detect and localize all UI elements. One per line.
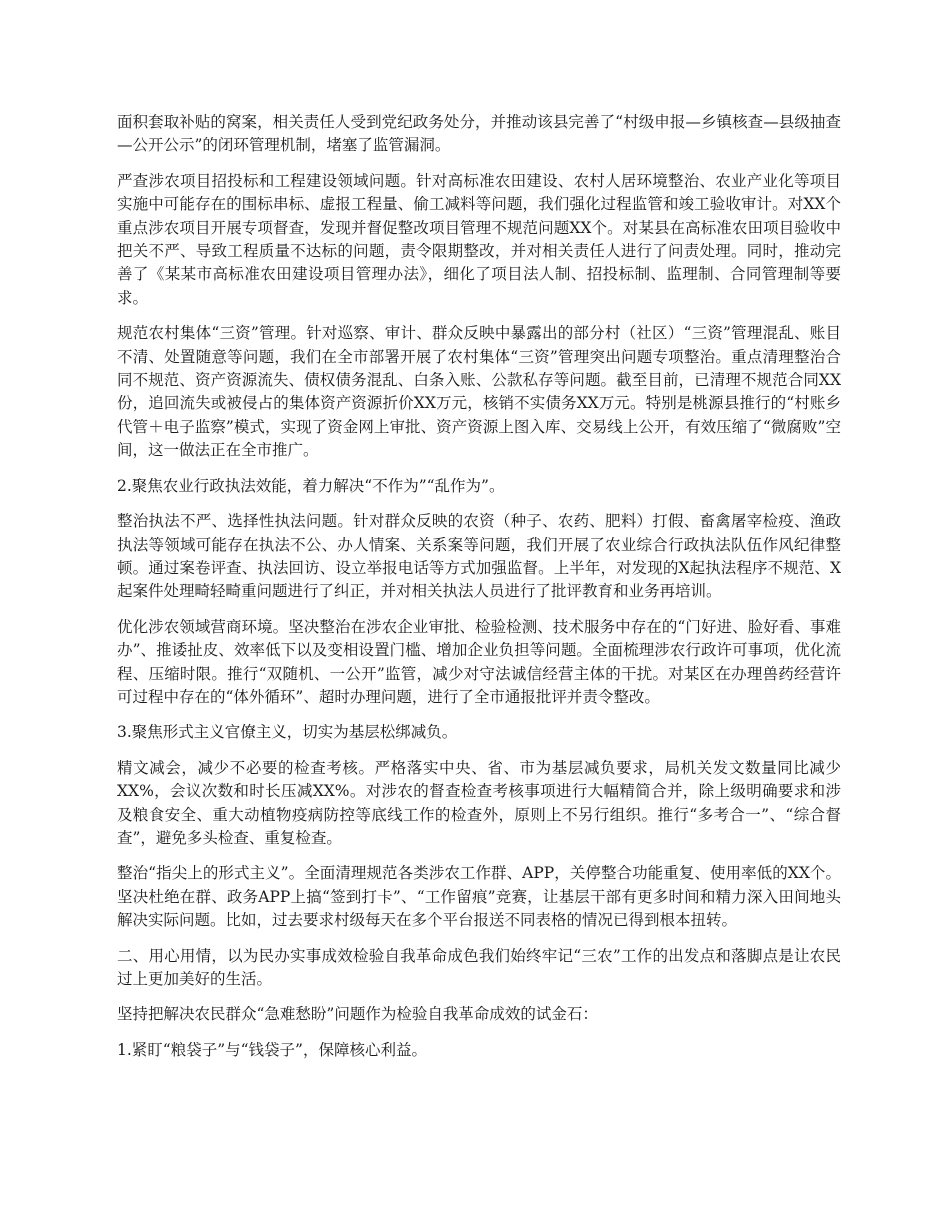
- paragraph-9: 整治“指尖上的形式主义”。全面清理规范各类涉农工作群、APP，关停整合功能重复、使用率低的XX个。坚决杜绝在群、政务APP上搞“签到打卡”、“工作留痕”竞赛，让基层干部有更多时间和精力深入田间地头解决实际问题。比如，过去要求村级每天在多个平台报送不同表格的情况已得到根本扭转。: [117, 864, 841, 930]
- chapter-heading-2: 二、用心用情，以为民办实事成效检验自我革命成色我们始终牢记“三农”工作的出发点和落脚点是让农民过上更加美好的生活。: [117, 946, 841, 988]
- paragraph-5: 整治执法不严、选择性执法问题。针对群众反映的农资（种子、农药、肥料）打假、畜禽屠宰检疫、渔政执法等领域可能存在执法不公、办人情案、关系案等问题，我们开展了农业综合行政执法队伍作风纪律整顿。通过案卷评查、执法回访、设立举报电话等方式加强监督。上半年，对发现的X起执法程序不规范、X起案件处理畸轻畸重问题进行了纠正，并对相关执法人员进行了批评教育和业务再培训。: [117, 512, 841, 601]
- paragraph-11: 坚持把解决农民群众“急难愁盼”问题作为检验自我革命成效的试金石：: [117, 1005, 598, 1024]
- paragraph-3: 规范农村集体“三资”管理。针对巡察、审计、群众反映中暴露出的部分村（社区）“三资”管理混乱、账目不清、处置随意等问题，我们在全市部署开展了农村集体“三资”管理突出问题专项整治。重点清理整治合同不规范、资产资源流失、债权债务混乱、白条入账、公款私存等问题。截至目前，已清理不规范合同XX份，追回流失或被侵占的集体资产资源折价XX万元，核销不实债务XX万元。特别是桃源县推行的“村账乡代管＋电子监察”模式，实现了资金网上审批、资产资源上图入库、交易线上公开，有效压缩了“微腐败”空间，这一做法正在全市推广。: [117, 324, 841, 460]
- document-body: [117, 111, 841, 1074]
- section-heading-1: 1.紧盯“粮袋子”与“钱袋子”，保障核心利益。: [117, 1040, 427, 1059]
- paragraph-6: 优化涉农领域营商环境。坚决整治在涉农企业审批、检验检测、技术服务中存在的“门好进、脸好看、事难办”、推诿扯皮、效率低下以及变相设置门槛、增加企业负担等问题。全面梳理涉农行政许可事项，优化流程、压缩时限。推行“双随机、一公开”监管，减少对守法诚信经营主体的干扰。对某区在办理兽药经营许可过程中存在的“体外循环”、超时办理问题，进行了全市通报批评并责令整改。: [117, 617, 841, 706]
- paragraph-2: 严查涉农项目招投标和工程建设领域问题。针对高标准农田建设、农村人居环境整治、农业产业化等项目实施中可能存在的围标串标、虚报工程量、偷工减料等问题，我们强化过程监管和竣工验收审计。对XX个重点涉农项目开展专项督查，发现并督促整改项目管理不规范问题XX个。对某县在高标准农田项目验收中把关不严、导致工程质量不达标的问题，责令限期整改，并对相关责任人进行了问责处理。同时，推动完善了《某某市高标准农田建设项目管理办法》，细化了项目法人制、招投标制、监理制、合同管理制等要求。: [117, 171, 841, 307]
- paragraph-8: 精文减会，减少不必要的检查考核。严格落实中央、省、市为基层减负要求，局机关发文数量同比减少XX%，会议次数和时长压减XX%。对涉农的督查检查考核事项进行大幅精简合并，除上级明确要求和涉及粮食安全、重大动植物疫病防控等底线工作的检查外，原则上不另行组织。推行“多考合一”、“综合督查”，避免多头检查、重复检查。: [117, 758, 841, 847]
- section-heading-2: 2.聚焦农业行政执法效能，着力解决“不作为”“乱作为”。: [117, 476, 505, 495]
- section-heading-3: 3.聚焦形式主义官僚主义，切实为基层松绑减负。: [117, 723, 458, 742]
- paragraph-1: 面积套取补贴的窝案，相关责任人受到党纪政务处分，并推动该县完善了“村级申报—乡镇核查—县级抽查—公开公示”的闭环管理机制，堵塞了监管漏洞。: [117, 113, 841, 155]
